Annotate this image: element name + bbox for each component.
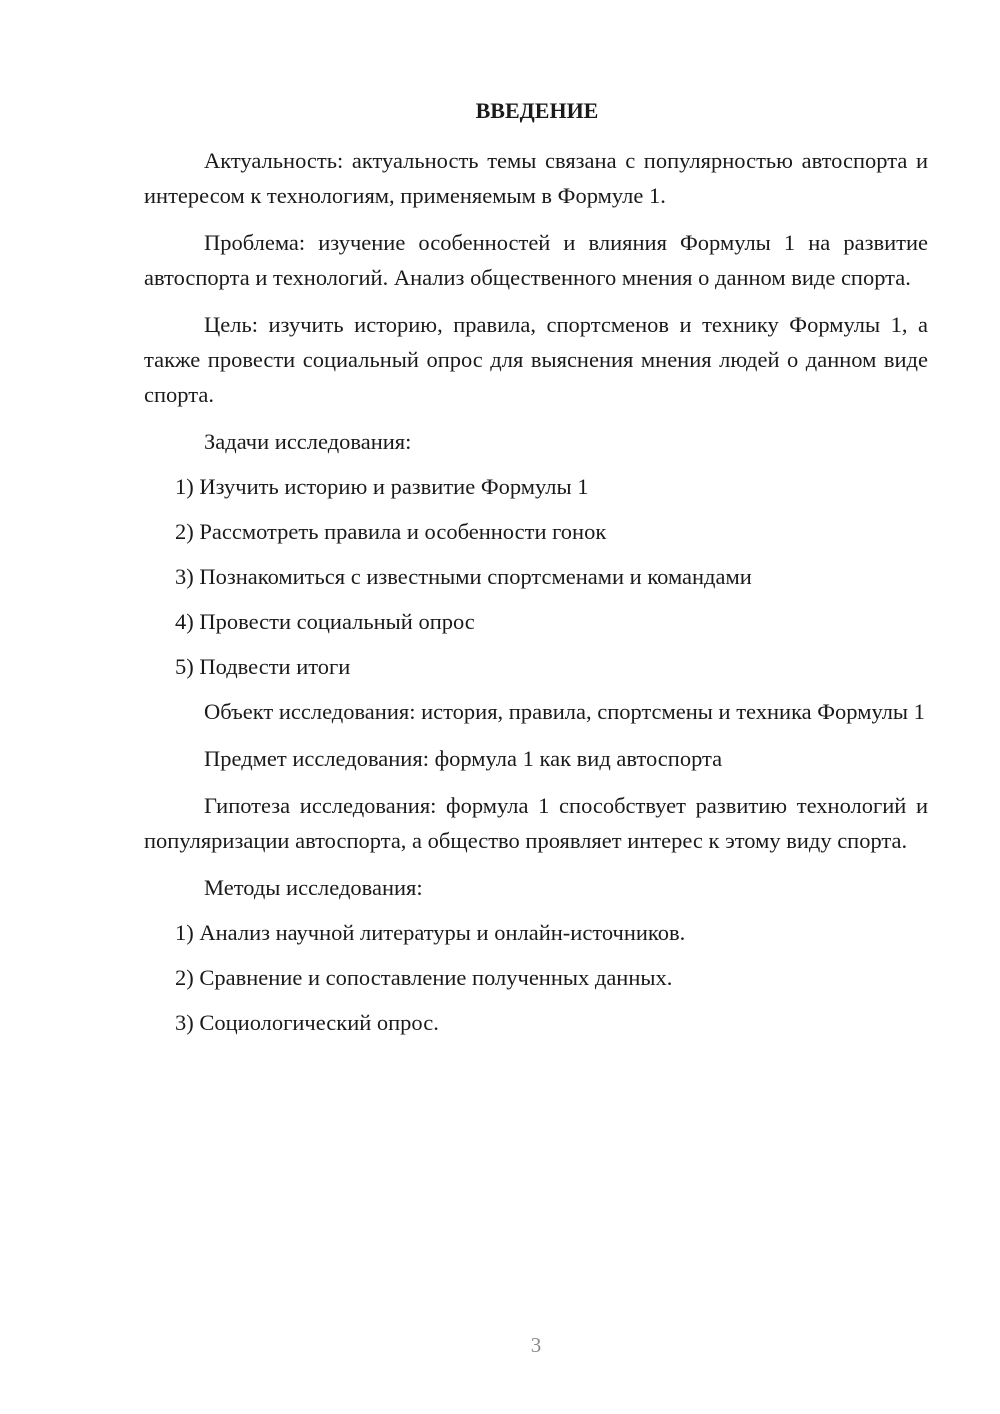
hypothesis-paragraph: Гипотеза исследования: формула 1 способствует развитию технологий и популяризации автоспорта, а общество проявляет интерес к этому виду спорта. [144, 793, 928, 853]
object-paragraph: Объект исследования: история, правила, спортсмены и техника Формулы 1 [204, 699, 925, 724]
list-item: 3) Познакомиться с известными спортсменами и командами [175, 564, 752, 589]
list-item: 4) Провести социальный опрос [175, 609, 475, 634]
list-item: 1) Анализ научной литературы и онлайн-источников. [175, 920, 686, 945]
list-item: 5) Подвести итоги [175, 654, 351, 679]
tasks-title: Задачи исследования: [204, 429, 412, 454]
methods-title: Методы исследования: [204, 875, 423, 900]
problem-paragraph: Проблема: изучение особенностей и влияния Формулы 1 на развитие автоспорта и технологий. Анализ общественного мнения о данном виде спорта. [144, 230, 928, 290]
page-number: 3 [530, 1333, 542, 1357]
list-item: 2) Рассмотреть правила и особенности гонок [175, 519, 607, 544]
page-title: ВВЕДЕНИЕ [475, 98, 599, 123]
list-item: 2) Сравнение и сопоставление полученных данных. [175, 965, 673, 990]
subject-paragraph: Предмет исследования: формула 1 как вид автоспорта [204, 746, 723, 771]
methods-list [144, 915, 928, 1040]
goal-paragraph: Цель: изучить историю, правила, спортсменов и технику Формулы 1, а также провести социальный опрос для выяснения мнения людей о данном виде спорта. [144, 312, 928, 407]
list-item: 1) Изучить историю и развитие Формулы 1 [175, 474, 589, 499]
relevance-paragraph: Актуальность: актуальность темы связана с популярностью автоспорта и интересом к технологиям, применяемым в Формуле 1. [144, 148, 928, 208]
document-body [144, 96, 928, 1050]
list-item: 3) Социологический опрос. [175, 1010, 439, 1035]
tasks-list [144, 469, 928, 684]
